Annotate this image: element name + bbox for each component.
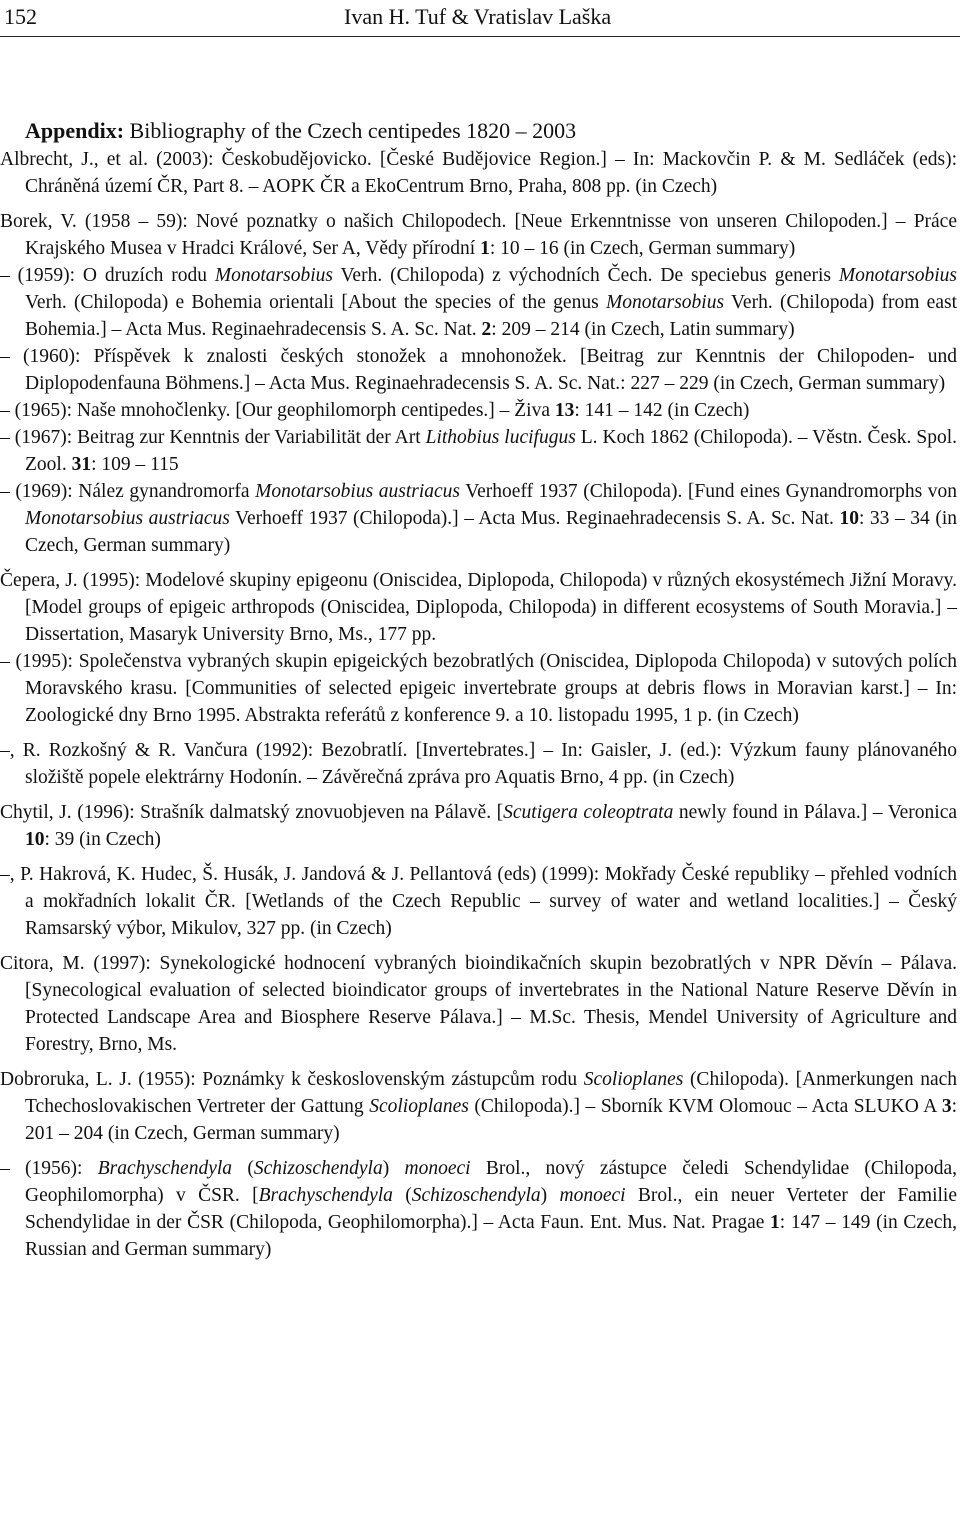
entry-text: Brol., nový zástupce čeledi Schendylidae (Chilopoda, Geophilomorpha) v ČSR. [ <box>25 1158 958 1206</box>
volume-number: 10 <box>25 829 45 850</box>
bibliography-entry <box>0 799 957 853</box>
bibliography-entry <box>0 1066 957 1147</box>
running-header <box>0 0 960 38</box>
bibliography-entry <box>0 146 957 200</box>
entry-text: –, R. Rozkošný & R. Vančura (1992): Bezobratlí. [Invertebrates.] – In: Gaisler, J. (ed.): Výzkum fauny plánovaného složiště popele elektrárny Hodonín. – Závěrečná zpráva pro Aquatis Brno, 4 pp. (in Czech) <box>0 740 957 788</box>
volume-number: 2 <box>481 319 492 340</box>
volume-number: 31 <box>71 454 92 475</box>
entry-text: (Chilopoda). [Anmerkungen nach Tchechoslovakischen Vertreter der Gattung <box>25 1069 958 1117</box>
bibliography-entry <box>0 1155 957 1263</box>
bibliography-entry <box>0 208 957 262</box>
italic-taxon: Monotarsobius austriacus <box>255 481 461 502</box>
entry-text: Verhoeff 1937 (Chilopoda). [Fund eines Gynandromorphs von <box>460 481 957 502</box>
entry-text: newly found in Pálava.] – Veronica <box>673 802 957 823</box>
bibliography-list <box>0 146 960 1263</box>
bibliography-entry <box>0 262 957 343</box>
volume-number: 3 <box>941 1096 952 1117</box>
volume-number: 13 <box>554 400 575 421</box>
entry-text: – (1967): Beitrag zur Kenntnis der Variabilität der Art <box>0 427 426 448</box>
entry-text: ( <box>392 1185 412 1206</box>
entry-text: Chytil, J. (1996): Strašník dalmatský znovuobjeven na Pálavě. [ <box>0 802 504 823</box>
bibliography-entry <box>0 424 957 478</box>
entry-text: ) <box>540 1185 560 1206</box>
bibliography-entry <box>0 397 957 424</box>
italic-taxon: Monotarsobius <box>838 265 958 286</box>
volume-number: 1 <box>770 1212 780 1233</box>
entry-text: Verh. (Chilopoda) e Bohemia orientali [About the species of the genus <box>25 292 606 313</box>
entry-text: : 39 (in Czech) <box>44 829 161 850</box>
italic-taxon: Lithobius lucifugus <box>425 427 576 448</box>
italic-taxon: Brachyschendyla <box>258 1185 393 1206</box>
bibliography-entry <box>0 567 957 648</box>
italic-taxon: Monotarsobius <box>214 265 333 286</box>
italic-taxon: Scutigera coleoptrata <box>503 802 674 823</box>
entry-text: ) <box>382 1158 405 1179</box>
italic-taxon: Monotarsobius austriacus <box>25 508 230 529</box>
volume-number: 1 <box>480 238 490 259</box>
italic-taxon: Brachyschendyla <box>97 1158 233 1179</box>
entry-text: – (1969): Nález gynandromorfa <box>0 481 256 502</box>
entry-text: Borek, V. (1958 – 59): Nové poznatky o našich Chilopodech. [Neue Erkenntnisse von unseren Chilopoden.] – Práce Krajského Musea v Hradci Králové, Ser A, Vědy přírodní <box>0 211 957 259</box>
entry-text: – (1995): Společenstva vybraných skupin epigeických bezobratlých (Oniscidea, Diplopoda Chilopoda) v sutových polích Moravského krasu. [Communities of selected epigeic invertebrate groups at debris flows in Moravian karst.] – In: Zoologické dny Brno 1995. Abstrakta referátů z konference 9. a 10. listopadu 1995, 1 p. (in Czech) <box>0 651 957 726</box>
italic-taxon: monoeci <box>559 1185 626 1206</box>
page-number: 152 <box>4 4 37 29</box>
appendix-heading <box>25 118 576 144</box>
entry-text: Citora, M. (1997): Synekologické hodnocení vybraných bioindikačních skupin bezobratlých v NPR Děvín – Pálava. [Synecological evaluation of selected bioindicator groups of invertebrates in the National Nature Reserve Děvín in Protected Landscape Area and Biosphere Reserve Pálava.] – M.Sc. Thesis, Mendel University of Agriculture and Forestry, Brno, Ms. <box>0 953 957 1055</box>
italic-taxon: Monotarsobius <box>605 292 725 313</box>
entry-text: Dobroruka, L. J. (1955): Poznámky k československým zástupcům rodu <box>0 1069 584 1090</box>
italic-taxon: monoeci <box>404 1158 471 1179</box>
italic-taxon: Schizoschendyla <box>411 1185 541 1206</box>
entry-text: : 147 – 149 (in Czech, Russian and German summary) <box>25 1212 957 1260</box>
bibliography-entry <box>0 950 957 1058</box>
entry-text: : 141 – 142 (in Czech) <box>574 400 750 421</box>
bibliography-entry <box>0 648 957 729</box>
entry-text: ( <box>232 1158 254 1179</box>
bibliography-entry <box>0 861 957 942</box>
italic-taxon: Scolioplanes <box>583 1069 684 1090</box>
entry-text: Albrecht, J., et al. (2003): Českobudějovicko. [České Budějovice Region.] – In: Mackovčin P. & M. Sedláček (eds): Chráněná území ČR, Part 8. – AOPK ČR a EkoCentrum Brno, Praha, 808 pp. (in Czech) <box>0 149 957 197</box>
entry-text: : 109 – 115 <box>91 454 179 475</box>
volume-number: 10 <box>839 508 859 529</box>
entry-text: : 33 – 34 (in Czech, German summary) <box>25 508 957 556</box>
entry-text: Verh. (Chilopoda) from east Bohemia.] – Acta Mus. Reginaehradecensis S. A. Sc. Nat. <box>25 292 957 340</box>
running-title: Ivan H. Tuf & Vratislav Laška <box>344 4 612 29</box>
entry-text: Čepera, J. (1995): Modelové skupiny epigeonu (Oniscidea, Diplopoda, Chilopoda) v různých ekosystémech Jižní Moravy. [Model groups of epigeic arthropods (Oniscidea, Diplopoda, Chilopoda) in different ecosystems of South Moravia.] – Dissertation, Masaryk University Brno, Ms., 177 pp. <box>0 570 957 645</box>
entry-text: –, P. Hakrová, K. Hudec, Š. Husák, J. Jandová & J. Pellantová (eds) (1999): Mokřady České republiky – přehled vodních a mokřadních lokalit ČR. [Wetlands of the Czech Republic – survey of water and wetland localities.] – Český Ramsarský výbor, Mikulov, 327 pp. (in Czech) <box>0 864 957 939</box>
entry-text: Verhoeff 1937 (Chilopoda).] – Acta Mus. Reginaehradecensis S. A. Sc. Nat. <box>229 508 840 529</box>
entry-text: – (1959): O druzích rodu <box>0 265 215 286</box>
entry-text: : 209 – 214 (in Czech, Latin summary) <box>491 319 795 340</box>
entry-text: Brol., ein neuer Verteter der Familie Schendylidae in der ČSR (Chilopoda, Geophilomorpha).] – Acta Faun. Ent. Mus. Nat. Pragae <box>25 1185 957 1233</box>
entry-text: – (1965): Naše mnohočlenky. [Our geophilomorph centipedes.] – Živa <box>0 400 555 421</box>
bibliography-entry <box>0 343 957 397</box>
bibliography-entry <box>0 478 957 559</box>
italic-taxon: Scolioplanes <box>369 1096 469 1117</box>
entry-text: L. Koch 1862 (Chilopoda). – Věstn. Česk. Spol. Zool. <box>25 427 958 475</box>
entry-text: – (1956): <box>0 1158 98 1179</box>
italic-taxon: Schizoschendyla <box>253 1158 383 1179</box>
entry-text: : 10 – 16 (in Czech, German summary) <box>489 238 796 259</box>
bibliography-entry <box>0 737 957 791</box>
appendix-label: Appendix: <box>25 118 125 143</box>
entry-text: Verh. (Chilopoda) z východních Čech. De speciebus generis <box>332 265 839 286</box>
entry-text: – (1960): Příspěvek k znalosti českých stonožek a mnohonožek. [Beitrag zur Kenntnis der Chilopoden- und Diplopodenfauna Böhmens.] – Acta Mus. Reginaehradecensis S. A. Sc. Nat.: 227 – 229 (in Czech, German summary) <box>0 346 957 394</box>
entry-text: : 201 – 204 (in Czech, German summary) <box>25 1096 957 1144</box>
entry-text: (Chilopoda).] – Sborník KVM Olomouc – Acta SLUKO A <box>468 1096 942 1117</box>
appendix-title: Bibliography of the Czech centipedes 1820 – 2003 <box>124 118 577 143</box>
header-rule <box>0 36 960 37</box>
